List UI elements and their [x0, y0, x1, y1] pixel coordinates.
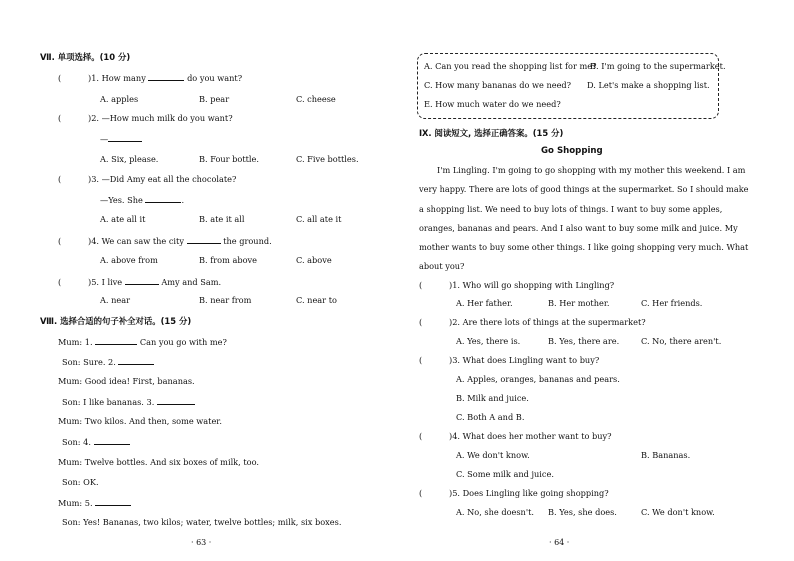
passage-line-6: about you?: [419, 261, 465, 271]
option-c: C. all ate it: [296, 214, 342, 224]
question-text: )2. Are there lots of things at the supermarket?: [449, 317, 646, 327]
section-8-heading: Ⅷ. 选择合适的句子补全对话。(15 分): [40, 316, 192, 326]
answer-paren[interactable]: (: [419, 355, 423, 365]
option-a: A. Yes, there is.: [456, 336, 521, 346]
option-a: A. apples: [100, 94, 139, 104]
period: .: [181, 195, 185, 205]
answer-paren[interactable]: (: [419, 317, 423, 327]
option-c: C. Five bottles.: [296, 154, 359, 164]
passage-line-2: very happy. There are lots of good things at the supermarket. So I should make: [419, 184, 749, 194]
answer-paren[interactable]: (: [58, 236, 62, 246]
passage-line-1: I'm Lingling. I'm going to go shopping with my mother this weekend. I am: [437, 165, 746, 175]
dialogue-text: Can you go with me?: [139, 337, 227, 347]
question-text: )1. How many: [88, 73, 146, 83]
option-b: B. Yes, she does.: [548, 507, 617, 517]
question-3: [58, 174, 236, 184]
question-4: [58, 235, 272, 246]
option-c: C. Both A and B.: [456, 412, 525, 422]
reading-question-2: [419, 317, 646, 327]
option-c: C. No, there aren't.: [641, 336, 722, 346]
answer-line: [100, 194, 184, 205]
answer-blank[interactable]: [118, 356, 154, 365]
answer-prefix: —Yes. She: [100, 195, 143, 205]
reading-question-4: [419, 431, 612, 441]
option-c: C. near to: [296, 295, 337, 305]
question-1: [58, 72, 242, 83]
option-b: B. Yes, there are.: [548, 336, 620, 346]
option-c: C. above: [296, 255, 332, 265]
speaker: Mum: 1.: [58, 337, 93, 347]
option-b: B. pear: [199, 94, 230, 104]
answer-blank[interactable]: [157, 396, 195, 405]
option-a: A. Her father.: [456, 298, 513, 308]
option-e: E. How much water do we need?: [424, 99, 561, 109]
option-c: C. Her friends.: [641, 298, 703, 308]
option-d: D. Let's make a shopping list.: [587, 80, 710, 90]
option-a: A. We don't know.: [456, 450, 530, 460]
answer-paren[interactable]: (: [58, 113, 62, 123]
answer-paren[interactable]: (: [419, 431, 423, 441]
option-b: B. Milk and juice.: [456, 393, 529, 403]
option-b: B. Her mother.: [548, 298, 610, 308]
dialogue-line-1: [58, 336, 227, 347]
option-c: C. How many bananas do we need?: [424, 80, 572, 90]
page-number-right: · 64 ·: [549, 538, 570, 547]
option-a: A. Six, please.: [100, 154, 159, 164]
option-a: A. Apples, oranges, bananas and pears.: [456, 374, 620, 384]
passage-line-3: a shopping list. We need to buy lots of things. I want to buy some apples,: [419, 204, 723, 214]
dialogue-line-2: [62, 356, 154, 367]
question-text: )4. We can saw the city: [88, 236, 184, 246]
dialogue-line-3: Mum: Good idea! First, bananas.: [58, 376, 195, 386]
answer-blank[interactable]: [125, 276, 159, 285]
option-a: A. No, she doesn't.: [456, 507, 534, 517]
section-7-heading: Ⅶ. 单项选择。(10 分): [40, 52, 131, 62]
answer-line: [100, 133, 142, 144]
answer-blank[interactable]: [145, 194, 181, 203]
answer-blank[interactable]: [187, 235, 221, 244]
question-text-after: do you want?: [187, 73, 243, 83]
dialogue-line-7: Mum: Twelve bottles. And six boxes of milk, too.: [58, 457, 259, 467]
question-text: )4. What does her mother want to buy?: [449, 431, 612, 441]
passage-line-4: oranges, bananas and pears. And I also want to buy some milk and juice. My: [419, 223, 738, 233]
option-a: A. above from: [100, 255, 158, 265]
answer-blank[interactable]: [95, 497, 131, 506]
passage-title: Go Shopping: [541, 146, 603, 156]
option-a: A. ate all it: [100, 214, 146, 224]
question-text: )5. I live: [88, 277, 123, 287]
question-text: )5. Does Lingling like going shopping?: [449, 488, 609, 498]
speaker: Son: Sure. 2.: [62, 357, 116, 367]
question-2: [58, 113, 233, 123]
option-b: B. from above: [199, 255, 257, 265]
option-b: B. I'm going to the supermarket.: [590, 61, 726, 71]
answer-blank[interactable]: [108, 133, 142, 142]
speaker: Son: 4.: [62, 437, 91, 447]
dialogue-line-8: Son: OK.: [62, 477, 99, 487]
answer-paren[interactable]: (: [58, 277, 62, 287]
option-c: C. We don't know.: [641, 507, 715, 517]
question-text: )3. What does Lingling want to buy?: [449, 355, 600, 365]
answer-paren[interactable]: (: [419, 280, 423, 290]
speaker: Mum: 5.: [58, 498, 93, 508]
answer-blank[interactable]: [148, 72, 184, 81]
page-number-left: · 63 ·: [191, 538, 212, 547]
speaker: Son: I like bananas. 3.: [62, 397, 155, 407]
answer-paren[interactable]: (: [58, 174, 62, 184]
reading-question-5: [419, 488, 609, 498]
answer-blank[interactable]: [94, 436, 130, 445]
dialogue-line-9: [58, 497, 131, 508]
dialogue-line-4: [62, 396, 195, 407]
question-text: )1. Who will go shopping with Lingling?: [449, 280, 615, 290]
option-b: B. near from: [199, 295, 252, 305]
dialogue-line-10: Son: Yes! Bananas, two kilos; water, twelve bottles; milk, six boxes.: [62, 517, 342, 527]
question-text: )2. —How much milk do you want?: [88, 113, 233, 123]
option-b: B. Four bottle.: [199, 154, 259, 164]
reading-question-1: [419, 280, 614, 290]
dialogue-line-6: [62, 436, 130, 447]
option-a: A. Can you read the shopping list for me?: [424, 61, 597, 71]
reading-question-3: [419, 355, 599, 365]
option-b: B. Bananas.: [641, 450, 691, 460]
dash: —: [100, 134, 109, 144]
option-b: B. ate it all: [199, 214, 245, 224]
question-5: [58, 276, 221, 287]
answer-paren[interactable]: (: [419, 488, 423, 498]
dialogue-line-5: Mum: Two kilos. And then, some water.: [58, 416, 222, 426]
option-a: A. near: [100, 295, 131, 305]
passage-line-5: mother wants to buy some other things. I like going shopping very much. What: [419, 242, 749, 252]
answer-blank[interactable]: [95, 336, 137, 345]
section-9-heading: Ⅸ. 阅读短文, 选择正确答案。(15 分): [419, 128, 564, 138]
question-text-after: the ground.: [223, 236, 272, 246]
answer-paren[interactable]: (: [58, 73, 62, 83]
option-c: C. Some milk and juice.: [456, 469, 554, 479]
question-text: )3. —Did Amy eat all the chocolate?: [88, 174, 237, 184]
option-c: C. cheese: [296, 94, 336, 104]
question-text-after: Amy and Sam.: [161, 277, 222, 287]
